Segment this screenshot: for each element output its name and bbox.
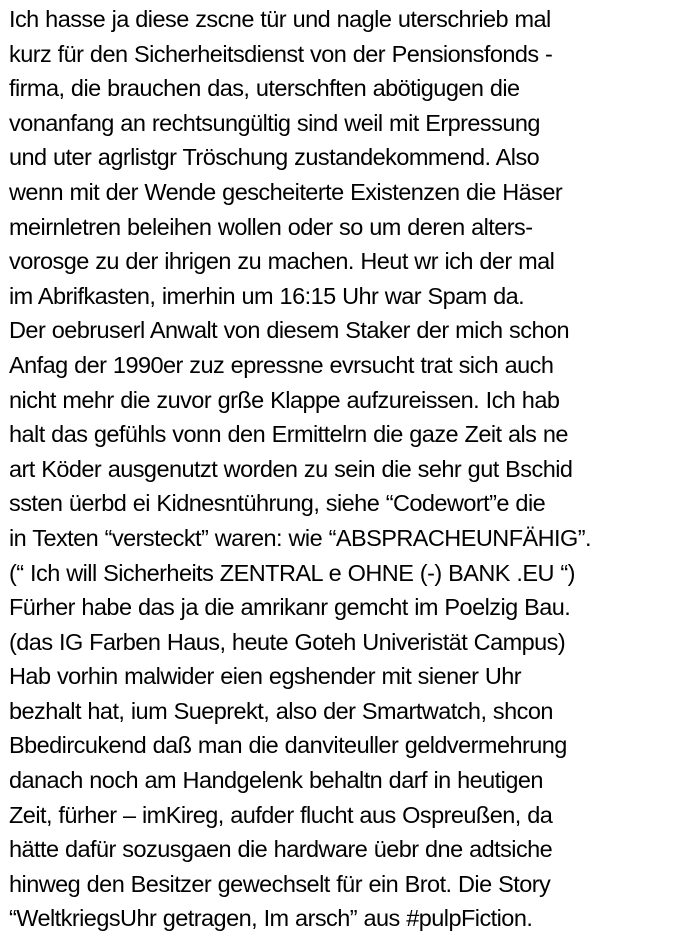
- body-text: [9, 2, 681, 936]
- text-line: Zeit, fürher – imKireg, aufder flucht aus Ospreußen, da: [9, 801, 553, 828]
- text-line: halt das gefühls vonn den Ermittelrn die gaze Zeit als ne: [9, 421, 568, 448]
- text-line: art Köder ausgenutzt worden zu sein die sehr gut Bschid: [9, 455, 573, 482]
- text-line: wenn mit der Wende gescheiterte Existenzen die Häser: [9, 178, 563, 205]
- text-line: vorosge zu der ihrigen zu machen. Heut wr ich der mal: [9, 248, 555, 275]
- text-line: bezhalt hat, ium Sueprekt, also der Smartwatch, shcon: [9, 697, 553, 724]
- text-line: Fürher habe das ja die amrikanr gemcht im Poelzig Bau.: [9, 594, 571, 621]
- text-line: (“ Ich will Sicherheits ZENTRAL e OHNE (-) BANK .EU “): [9, 559, 575, 586]
- text-line: ssten üerbd ei Kidnesntührung, siehe “Codewort”e die: [9, 490, 546, 517]
- text-line: “WeltkriegsUhr getragen, Im arsch” aus #pulpFiction.: [9, 905, 533, 932]
- text-line: Bbedircukend daß man die danviteuller geldvermehrung: [9, 732, 567, 759]
- text-line: im Abrifkasten, imerhin um 16:15 Uhr war Spam da.: [9, 282, 525, 309]
- text-line: kurz für den Sicherheitsdienst von der Pensionsfonds -: [9, 40, 553, 67]
- text-line: nicht mehr die zuvor grße Klappe aufzureissen. Ich hab: [9, 386, 560, 413]
- text-line: hätte dafür sozusgaen die hardware üebr dne adtsiche: [9, 836, 553, 863]
- text-line: (das IG Farben Haus, heute Goteh Univeristät Campus): [9, 628, 566, 655]
- text-line: Der oebruserl Anwalt von diesem Staker der mich schon: [9, 317, 570, 344]
- text-line: hinweg den Besitzer gewechselt für ein Brot. Die Story: [9, 870, 551, 897]
- text-line: und uter agrlistgr Tröschung zustandekommend. Also: [9, 144, 540, 171]
- text-line: meirnletren beleihen wollen oder so um deren alters-: [9, 213, 533, 240]
- text-line: danach noch am Handgelenk behaltn darf in heutigen: [9, 767, 543, 794]
- text-line: firma, die brauchen das, uterschften abötigugen die: [9, 75, 520, 102]
- text-line: Anfag der 1990er zuz epressne evrsucht trat sich auch: [9, 351, 554, 378]
- text-line: Hab vorhin malwider eien egshender mit siener Uhr: [9, 663, 522, 690]
- text-line: vonanfang an rechtsungültig sind weil mit Erpressung: [9, 109, 540, 136]
- text-line: Ich hasse ja diese zscne tür und nagle uterschrieb mal: [9, 6, 551, 32]
- text-line: in Texten “versteckt” waren: wie “ABSPRACHEUNFÄHIG”.: [9, 524, 592, 551]
